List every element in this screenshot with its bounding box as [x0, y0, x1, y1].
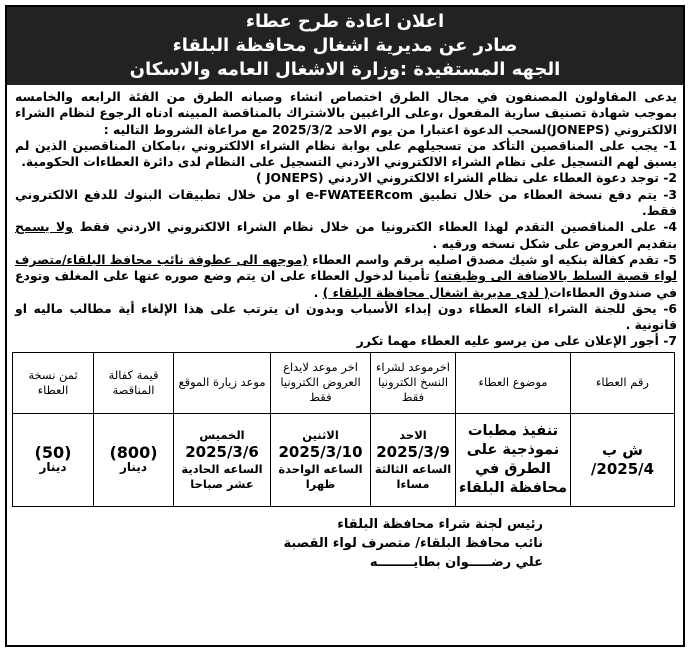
cell-tender-number — [571, 413, 675, 506]
condition-5-addressee: (موجهه الى عطوفة نائب محافظ البلقاء/متصرف لواء قصبة السلط بالاضافة الى وظيفته) — [14, 251, 677, 284]
header-purchase-deadline: اخرموعد لشراء النسخ الكترونيا فقط — [371, 352, 456, 413]
purchase-time: الساعه الثالثة مساءا — [374, 461, 452, 491]
condition-6: 6- يحق للجنة الشراء الغاء العطاء دون إبداء الأسباب وبدون ان يترتب على هذا الإلغاء أية مطالب ماليه او قانونية . — [15, 300, 677, 333]
condition-5-text-mid: تأمينا لدخول العطاء على ان يتم وضع صوره عنها على المغلف وتودع في صندوق العطاءات — [15, 268, 677, 300]
intro-text: يدعى المقاولون المصنفون في مجال الطرق اختصاص انشاء وصيانه الطرق من الفئة الرابعه والخامسه بموجب شهادة تصنيف سارية المفعول ،وعلى الراغبين بالاشتراك بالمناقصة المبينه ادناه الرجوع لنظام الشراء الالكتروني (JONEPS)لسحب الدعوة اعتبارا من يوم الاحد — [15, 89, 677, 137]
guarantee-currency: دينار — [120, 459, 147, 474]
visit-time: الساعه الحادية عشر صباحا — [181, 461, 263, 491]
cell-tender-subject — [456, 413, 571, 506]
visit-date: 2025/3/6 — [185, 442, 259, 461]
visit-day: الخميس — [199, 427, 245, 442]
header-tender-number: رقم العطاء — [571, 352, 675, 413]
intro-text-end: مع مراعاة الشروط التاليه : — [103, 121, 268, 137]
cell-site-visit — [174, 413, 271, 506]
announcement-body — [7, 85, 683, 350]
condition-2: 2- توجد دعوة العطاء على نظام الشراء الالكتروني الاردني (JONEPS ) — [255, 170, 677, 186]
cell-purchase-deadline — [371, 413, 456, 506]
copy-price-currency: دينار — [39, 459, 67, 474]
condition-4-text-end: بتقديم العروض على شكل نسخه ورقيه . — [432, 235, 677, 251]
condition-1: 1- يجب على المناقصين التأكد من تسجيلهم على بوابة نظام الشراء الالكتروني ،بامكان المناقصين الذين لم يسبق لهم التسجيل على نظام الشراء الالكتروني الاردني التسجيل على النظام لدى دائرة العطاءات الحكومية. — [15, 137, 677, 170]
header-tender-subject: موضوع العطاء — [456, 352, 571, 413]
condition-4 — [15, 219, 677, 252]
tender-table — [12, 352, 675, 507]
cell-guarantee-value — [94, 413, 174, 506]
header-site-visit: موعد زيارة الموقع — [174, 352, 271, 413]
intro-paragraph — [15, 89, 677, 138]
condition-5-text: 5- تقدم كفالة بنكيه او شيك مصدق اصليه برقم واسم العطاء — [307, 251, 677, 267]
header-title: اعلان اعادة طرح عطاء — [245, 11, 445, 32]
copy-price-amount: (50) — [34, 442, 72, 462]
header-issuer: صادر عن مديرية اشغال محافظة البلقاء — [172, 35, 518, 56]
header-beneficiary: الجهه المستفيدة :وزارة الاشغال العامه والاسكان — [129, 59, 561, 80]
cell-copy-price — [13, 413, 94, 506]
guarantee-amount: (800) — [109, 442, 158, 462]
purchase-day: الاحد — [399, 427, 427, 442]
signature-committee: رئيس لجنة شراء محافظة البلقاء — [337, 516, 543, 532]
header-submission-deadline: اخر موعد لايداع العروض الكترونيا فقط — [271, 352, 371, 413]
purchase-date: 2025/3/9 — [376, 442, 450, 461]
signature-position: نائب محافظ البلقاء/ متصرف لواء القصبة — [283, 535, 543, 551]
submission-date: 2025/3/10 — [278, 442, 363, 461]
condition-7: 7- أجور الإعلان على من يرسو عليه العطاء مهما تكرر — [356, 333, 677, 349]
cell-submission-deadline — [271, 413, 371, 506]
tender-announcement — [5, 5, 685, 647]
condition-5-text-end: . — [313, 284, 323, 300]
table-header-row — [13, 352, 675, 413]
signature-block — [7, 507, 543, 572]
condition-4-text: 4- على المناقصين التقدم لهذا العطاء الكترونيا من خلال نظام الشراء الالكتروني الاردني فقط — [73, 219, 677, 235]
tender-number-prefix: ش ب — [602, 440, 643, 459]
tender-number-value: 2025/4/ — [590, 459, 655, 478]
header-guarantee-value: قيمة كفالة المناقصة — [94, 352, 174, 413]
signature-name: علي رضـــــوان بطايــــــــه — [369, 554, 543, 570]
header-copy-price: ثمن نسخة العطاء — [13, 352, 94, 413]
submission-time: الساعه الواحدة ظهرا — [278, 461, 363, 491]
condition-5-location: ( لدى مديرية اشغال محافظة البلقاء ) — [322, 284, 550, 300]
condition-4-underlined: ولا يسمح — [15, 219, 73, 235]
condition-5 — [15, 252, 677, 301]
tender-subject: تنفيذ مطبات نموذجية على الطرق في محافظة البلقاء — [459, 422, 567, 496]
announcement-header — [7, 7, 683, 85]
intro-date: 2025/3/2 — [272, 121, 333, 137]
condition-3: 3- يتم دفع نسخة العطاء من خلال تطبيق e-FWATEERcom او من خلال تطبيقات البنوك للدفع الالكتروني فقط. — [15, 186, 677, 219]
table-row — [13, 413, 675, 506]
submission-day: الاثنين — [302, 427, 339, 442]
